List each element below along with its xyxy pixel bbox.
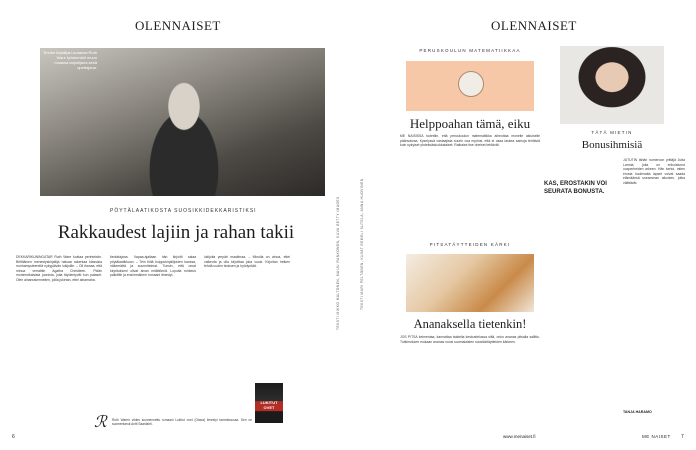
book-note: Ruth Waren viides suomennettu romaani Lukitut ovet (Otava) ilmestyi tammikuussa. Sen on suomentanut Antti Saarilahti. <box>112 418 252 427</box>
article-title: Rakkaudest lajiin ja rahan takii <box>57 222 295 243</box>
pineapple-photo <box>406 254 534 312</box>
article-column-1: DEKKARIKUNINGATAR Ruth Ware luottaa perinteisiin. Brittiläinen menestyskirjailija haluaa rakentaa klassisia murhamysteereitä nykypäivän lukijoille. – Oli ihanaa, että minua verrattiin Agatha Christieen. Pidän monimutkaisista juonista, joita täydentyvät kun palaset. Olen ainanrakennellen, joilla juketan, ettei ainamaha. <box>16 255 102 282</box>
face-doodle <box>458 71 484 97</box>
photo-credits-left: TEKSTI MIKKO MALTONEN, MAIJU RANKONEN, KUVA GETTY IMAGES <box>336 196 340 330</box>
article-column-2: tiedottajana. Vapaa-ajallaan hän kirjoitti salaa pöytälaatikkoon. – Tein töitä huippukirjailijoiden kanssa, näkemättä ja suunnitelmat. Tunsin, että omat kirjoitukseni olivat aivan mitättömiä. Lopulta rohkeus palkittiin ja ensimmäinen romaani ilmestyi. <box>110 255 196 278</box>
math-illustration <box>406 61 534 111</box>
pizza-body: JOS PITSA kelmentaa, kannattaa taistella keskustelussa siitä, onko ananas pitsalla sallittu. Tutkimuksen mukaan ananas nousi suomalaisten suosikkitäytteiden kärkeen. <box>400 335 540 344</box>
pull-quote: KAS, EROSTAKIN VOI SEURATA BONUSTA. <box>544 181 607 195</box>
right-page <box>348 0 696 450</box>
page-number-left: 6 <box>12 434 15 440</box>
columnist-body: JUTUTIN tähän numeroon yrittäjä Jutta Larmia, joka on erikoistunut uusperheiden arkeen. Hän kertoi, miten erosta huolimatta lapset voivat saada elämäänsä useamman aikuisen, jotka välittävät. <box>623 158 685 185</box>
section-header: OLENNAISET <box>135 18 221 33</box>
columnist-signature: TANJA HARAMO <box>623 410 652 414</box>
columnist-kicker: TÄTÄ MIETIN <box>591 130 633 135</box>
math-title: Helppoahan tämä, eiku <box>409 116 531 131</box>
article-kicker: PÖYTÄLAATIKOSTA SUOSIKKIDEKKARISTIKSI <box>110 208 257 214</box>
columnist-portrait <box>560 46 664 124</box>
pizza-kicker: PITSATÄYTTEIDEN KÄRKI <box>429 242 511 247</box>
photo-caption: Ennen kirjailijan-uraansa Ruth Ware työskenteli muun muassa tarjoilijana sekä opettajana. <box>43 50 97 70</box>
article-column-3: lukijoita ympäri maailmaa. – Minulla on ainoa, ettei vaikeuta ja olla kirjoittaa joka vuosi. Kirjoitan hetken tehdä uuden teoksen ja hyödyntää. <box>204 255 290 269</box>
math-kicker: PERUSKOULUN MATEMATIIKKAA <box>419 48 521 53</box>
section-header-right: OLENNAISET <box>491 18 577 33</box>
columnist-title: Bonusihmisiä <box>581 139 643 151</box>
pizza-title: Ananaksella tietenkin! <box>413 317 527 331</box>
signature-mark: ℛ <box>94 414 107 431</box>
footer-url: www.menaiset.fi <box>503 434 536 439</box>
book-cover <box>255 383 283 423</box>
author-figure <box>124 68 244 196</box>
author-photo <box>40 48 325 196</box>
page-number-right: 7 <box>681 434 684 440</box>
math-body: ME NAISISSA todettiin, että peruskoulun matematiikka aiheuttaa monelle aikuiselle päänvaivaa. Kyselyssä vastaajista suurin osa myönsi, että ei osaa laskea samoja tehtäviä kuin nykyiset yhdeksäsluokkalaiset. Ratkaise itse oheiset tehtävät. <box>400 134 540 148</box>
book-cover-title: LUKITUT OVET <box>260 400 278 410</box>
photo-credits-right: TEKSTI MARI PELTONEN, KUVAT EEMELI SUTELA, ANNA HUOVINEN <box>360 178 364 310</box>
footer-brand: ME NAISET <box>642 434 671 439</box>
